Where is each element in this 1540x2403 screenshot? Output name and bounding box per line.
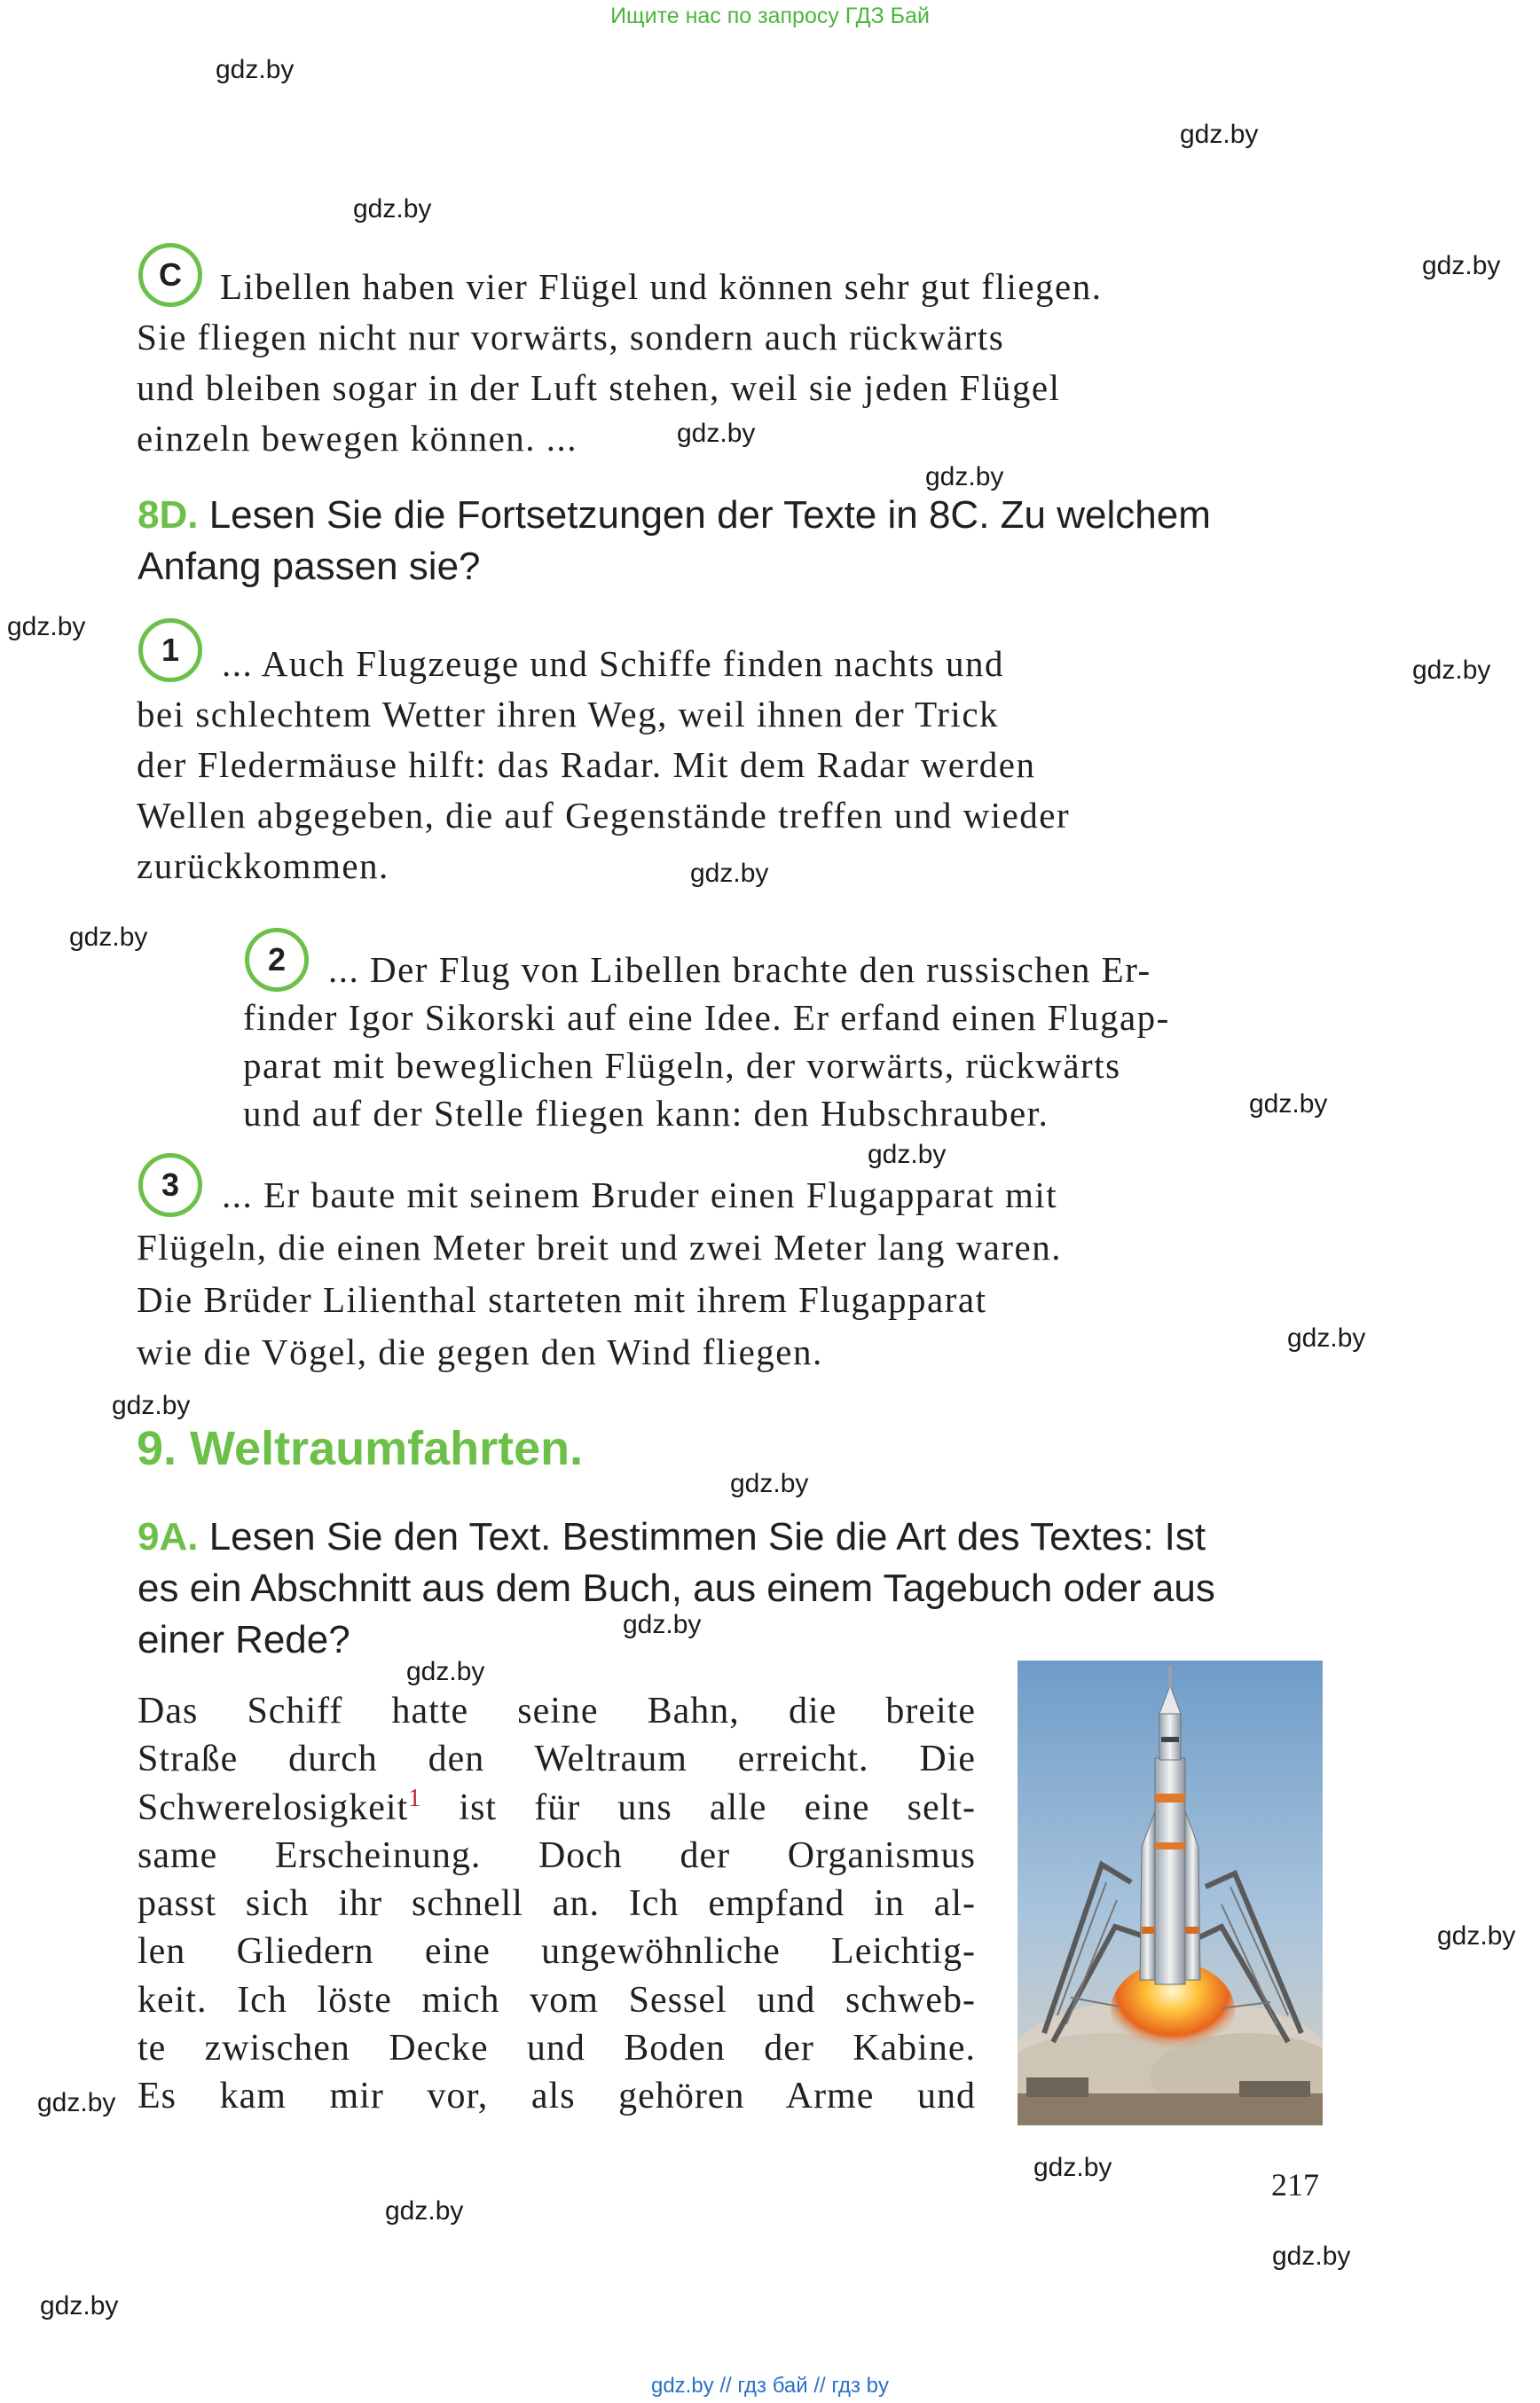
watermark: gdz.by	[1033, 2153, 1112, 2182]
item-badge-1: 1	[138, 618, 202, 682]
watermark: gdz.by	[1412, 656, 1491, 685]
watermark: gdz.by	[353, 194, 432, 224]
rocket-launch-photo	[1018, 1661, 1323, 2125]
watermark: gdz.by	[37, 2088, 116, 2117]
page-number: 217	[1271, 2167, 1319, 2203]
watermark: gdz.by	[1272, 2242, 1351, 2271]
watermark: gdz.by	[69, 923, 148, 952]
footer-note[interactable]: gdz.by // гдз бай // гдз by	[650, 2374, 890, 2398]
watermark: gdz.by	[112, 1391, 191, 1420]
header-note: Ищите нас по запросу ГДЗ Бай	[610, 4, 930, 28]
item-2-text: ... Der Flug von Libellen brachte den russischen Er- finder Igor Sikorski auf eine Idee. Er erfand einen Flugap- parat mit beweglichen Flügeln, der vorwärts, rückwärts und auf der Stelle fliegen kann: den Hubschrauber.	[243, 949, 1170, 1134]
section-c-text: Libellen haben vier Flügel und können sehr gut fliegen. Sie fliegen nicht nur vorwärts, sondern auch rückwärts und bleiben sogar in der Luft stehen, weil sie jeden Flügel einzeln bewegen können. ...	[137, 266, 1103, 459]
section-badge-c: C	[138, 243, 202, 307]
task-number: 9A.	[138, 1515, 199, 1559]
watermark: gdz.by	[385, 2196, 464, 2226]
task-number: 8D.	[138, 493, 199, 537]
watermark: gdz.by	[7, 612, 86, 641]
footnote-mark: 1	[408, 1784, 422, 1812]
item-badge-2: 2	[245, 928, 309, 992]
watermark: gdz.by	[925, 462, 1004, 491]
watermark: gdz.by	[1437, 1921, 1516, 1951]
watermark: gdz.by	[1422, 251, 1501, 280]
watermark: gdz.by	[1287, 1323, 1366, 1353]
section-heading-9: 9. Weltraumfahrten.	[137, 1422, 584, 1475]
item-badge-3: 3	[138, 1153, 202, 1217]
watermark: gdz.by	[1249, 1089, 1328, 1119]
task-8d: 8D. Lesen Sie die Fortsetzungen der Texte in 8C. Zu welchem Anfang passen sie?	[138, 493, 1211, 588]
item-3-text: ... Er baute mit seinem Bruder einen Flugapparat mit Flügeln, die einen Meter breit und zwei Meter lang waren. Die Brüder Lilienthal starteten mit ihrem Flugapparat wie die Vögel, die gegen den Wind fliegen.	[137, 1174, 1062, 1372]
watermark: gdz.by	[623, 1610, 702, 1639]
watermark: gdz.by	[677, 419, 756, 448]
watermark: gdz.by	[216, 55, 295, 84]
text-9a: Das Schiff hatte seine Bahn, die breite Straße durch den Weltraum erreicht. Die Schwerelosigkeit$^1$ ist für uns alle eine selt- same Erscheinung. Doch der Organismus passt sich ihr schnell an. Ich empfand in al- len Gliedern eine ungewöhnliche Leichtig- keit. Ich löste mich vom Sessel und schweb- te zwischen Decke und Boden der Kabine. Es kam mir vor, als gehören Arme und	[138, 1691, 976, 2117]
watermark: gdz.by	[1180, 120, 1259, 149]
item-1-text: ... Auch Flugzeuge und Schiffe finden nachts und bei schlechtem Wetter ihren Weg, weil ihnen der Trick der Fledermäuse hilft: das Radar. Mit dem Radar werden Wellen abgegeben, die auf Gegenstände treffen und wieder zurückkommen.	[137, 643, 1071, 886]
watermark: gdz.by	[40, 2291, 119, 2321]
watermark: gdz.by	[730, 1469, 809, 1498]
watermark: gdz.by	[868, 1140, 947, 1169]
watermark: gdz.by	[406, 1657, 485, 1686]
watermark: gdz.by	[690, 859, 769, 888]
task-9a: 9A. Lesen Sie den Text. Bestimmen Sie die Art des Textes: Ist es ein Abschnitt aus dem Buch, aus einem Tagebuch oder aus einer Rede?	[138, 1515, 1215, 1661]
